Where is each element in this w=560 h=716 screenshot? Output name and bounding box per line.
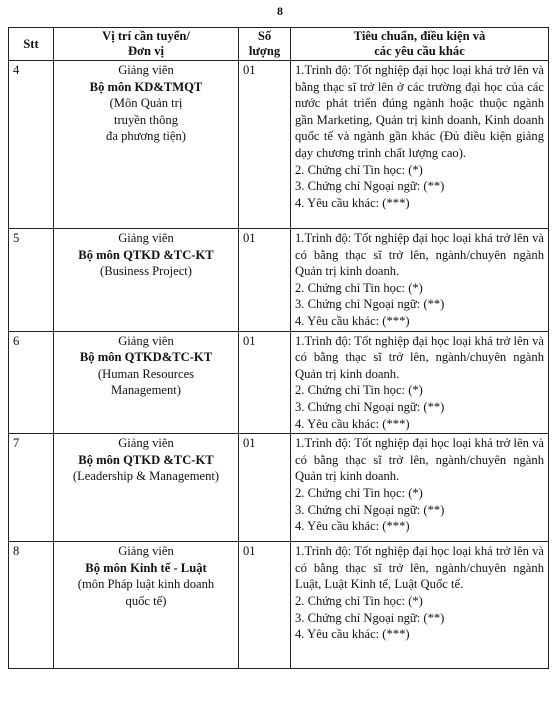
other-requirements-text: 4. Yêu cầu khác: (***) xyxy=(295,416,410,431)
row-stt: 6 xyxy=(9,331,54,434)
it-cert-text: 2. Chứng chỉ Tin học: (*) xyxy=(295,593,423,608)
language-cert-text: 3. Chứng chỉ Ngoại ngữ: (**) xyxy=(295,399,445,414)
requirements-cell xyxy=(291,434,549,542)
header-stt: Stt xyxy=(9,28,54,61)
requirements-cell xyxy=(291,61,549,229)
requirements-cell xyxy=(291,542,549,669)
detail-line: (Leadership & Management) xyxy=(72,469,220,484)
it-cert-text: 2. Chứng chỉ Tin học: (*) xyxy=(295,485,423,500)
role-label: Giảng viên xyxy=(118,544,174,559)
unit-label: Bộ môn QTKD &TC-KT xyxy=(78,247,214,262)
detail-line: truyền thông xyxy=(113,112,178,127)
qualification-text: 1.Trình độ: Tốt nghiệp đại học loại khá trở lên và có bằng thạc sĩ trở lên, ngành/chuyên ngành Luật, Luật Kinh tế, Luật Quốc tế. xyxy=(295,544,544,592)
detail-line: (Human Resources xyxy=(97,366,195,381)
header-requirements: Tiêu chuẩn, điều kiện và các yêu cầu khác xyxy=(291,28,549,61)
position-cell xyxy=(54,542,239,669)
role-label: Giảng viên xyxy=(118,63,174,77)
other-requirements-text: 4. Yêu cầu khác: (***) xyxy=(295,627,410,642)
role-label: Giảng viên xyxy=(118,333,174,348)
requirements-cell xyxy=(291,229,549,332)
detail-line: (Môn Quản trị xyxy=(109,96,183,111)
table-header-row xyxy=(9,28,549,61)
position-cell xyxy=(54,229,239,332)
position-cell xyxy=(54,434,239,542)
detail-line: (Business Project) xyxy=(100,264,192,279)
header-position: Vị trí cần tuyển/ Đơn vị xyxy=(54,28,239,61)
table-row xyxy=(9,331,549,434)
position-cell xyxy=(54,331,239,434)
it-cert-text: 2. Chứng chỉ Tin học: (*) xyxy=(295,280,423,295)
language-cert-text: 3. Chứng chỉ Ngoại ngữ: (**) xyxy=(295,502,445,517)
it-cert-text: 2. Chứng chỉ Tin học: (*) xyxy=(295,162,423,177)
other-requirements-text: 4. Yêu cầu khác: (***) xyxy=(295,195,410,210)
quantity-cell: 01 xyxy=(239,542,291,669)
row-stt: 7 xyxy=(9,434,54,542)
row-stt: 5 xyxy=(9,229,54,332)
qualification-text: 1.Trình độ: Tốt nghiệp đại học loại khá trở lên và bằng thạc sĩ trở lên ở các trường đại học của các nước phát triển đúng ngành hoặc thuộc ngành gần Marketing, Quản trị kinh doanh, Kinh doanh quốc tế và ngành gần khác (Đủ điều kiện giảng dạy chương trình chất lượng cao). xyxy=(295,63,544,160)
detail-line: (môn Pháp luật kinh doanh xyxy=(77,577,215,592)
it-cert-text: 2. Chứng chỉ Tin học: (*) xyxy=(295,383,423,398)
detail-line: Management) xyxy=(111,383,181,398)
other-requirements-text: 4. Yêu cầu khác: (***) xyxy=(295,519,410,534)
table-row xyxy=(9,434,549,542)
language-cert-text: 3. Chứng chỉ Ngoại ngữ: (**) xyxy=(295,297,445,312)
unit-label: Bộ môn QTKD &TC-KT xyxy=(78,452,214,467)
table-row xyxy=(9,229,549,332)
other-requirements-text: 4. Yêu cầu khác: (***) xyxy=(295,313,410,328)
language-cert-text: 3. Chứng chỉ Ngoại ngữ: (**) xyxy=(295,179,445,194)
detail-line: quốc tế) xyxy=(125,593,167,608)
detail-line: đa phương tiện) xyxy=(106,129,186,144)
qualification-text: 1.Trình độ: Tốt nghiệp đại học loại khá trở lên và có bằng thạc sĩ trở lên, ngành/chuyên ngành Quản trị kinh doanh. xyxy=(295,436,544,484)
quantity-cell: 01 xyxy=(239,61,291,229)
table-row xyxy=(9,61,549,229)
recruitment-table xyxy=(8,27,549,669)
quantity-cell: 01 xyxy=(239,331,291,434)
unit-label: Bộ môn KD&TMQT xyxy=(89,79,203,94)
qualification-text: 1.Trình độ: Tốt nghiệp đại học loại khá trở lên và có bằng thạc sĩ trở lên, ngành/chuyên ngành Quản trị kinh doanh. xyxy=(295,231,544,279)
requirements-cell xyxy=(291,331,549,434)
table-row xyxy=(9,542,549,669)
row-stt: 4 xyxy=(9,61,54,229)
language-cert-text: 3. Chứng chỉ Ngoại ngữ: (**) xyxy=(295,610,445,625)
quantity-cell: 01 xyxy=(239,434,291,542)
page-number: 8 xyxy=(277,4,283,18)
unit-label: Bộ môn QTKD&TC-KT xyxy=(79,350,213,365)
role-label: Giảng viên xyxy=(118,436,174,451)
qualification-text: 1.Trình độ: Tốt nghiệp đại học loại khá trở lên và có bằng thạc sĩ trở lên, ngành/chuyên ngành Quản trị kinh doanh. xyxy=(295,333,544,381)
header-quantity: Số lượng xyxy=(239,28,291,61)
role-label: Giảng viên xyxy=(118,231,174,245)
unit-label: Bộ môn Kinh tế - Luật xyxy=(85,560,207,575)
row-stt: 8 xyxy=(9,542,54,669)
quantity-cell: 01 xyxy=(239,229,291,332)
position-cell xyxy=(54,61,239,229)
